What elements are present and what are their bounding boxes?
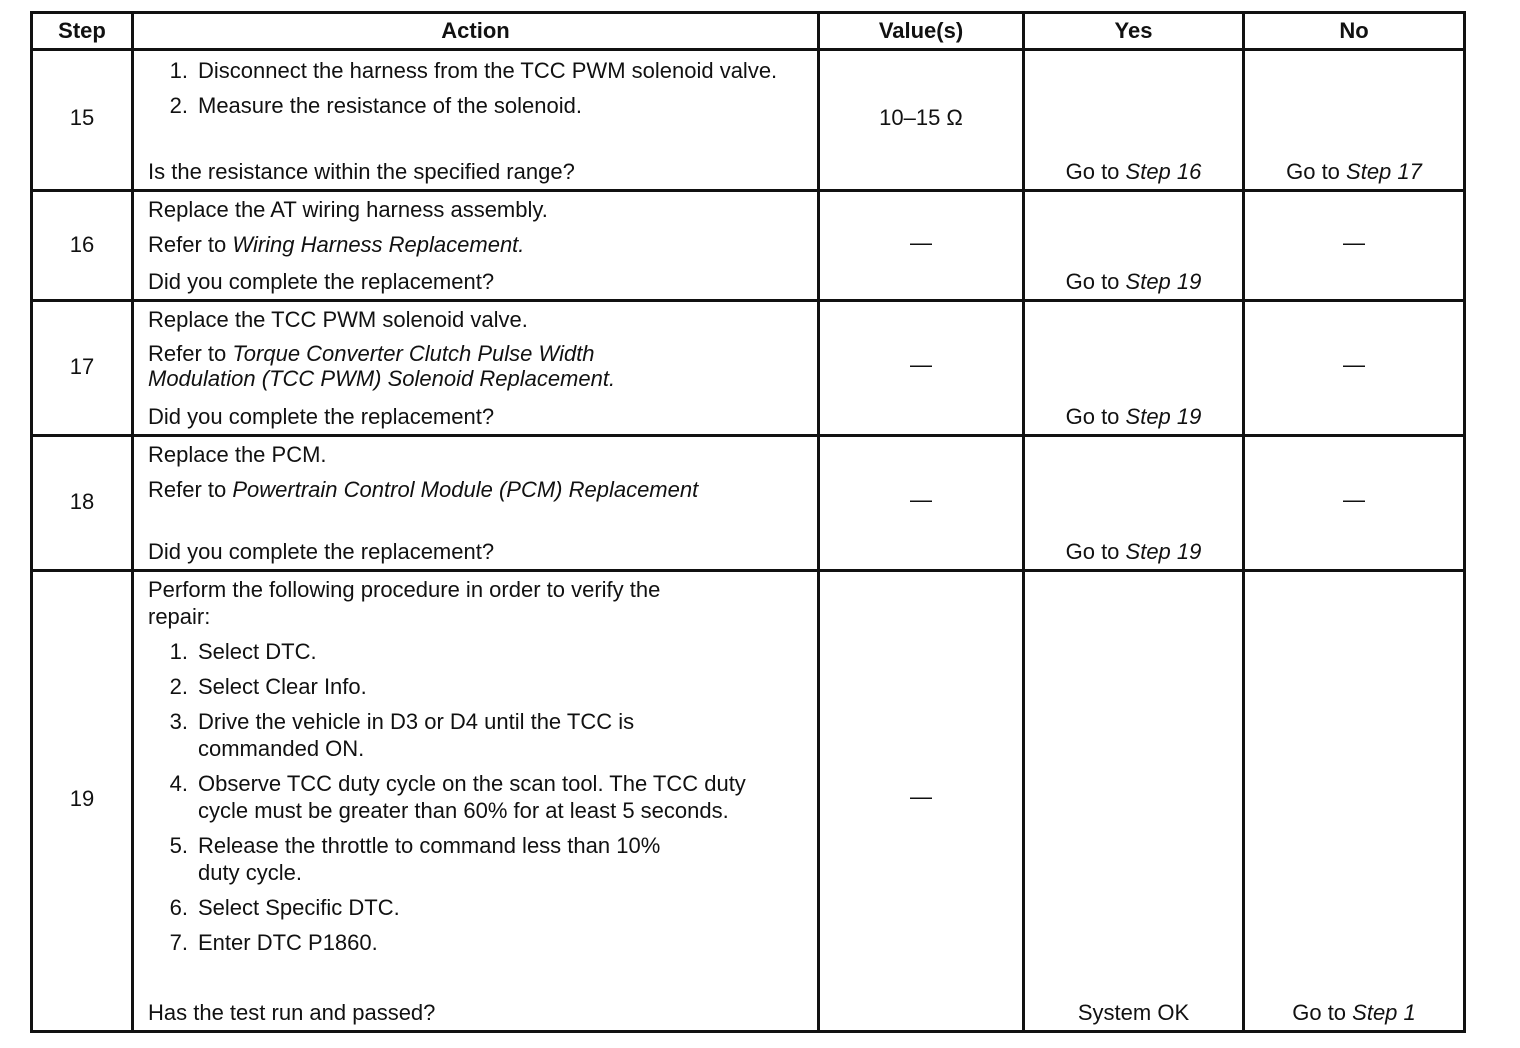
no-result: —: [1343, 352, 1365, 377]
header-yes: Yes: [1024, 13, 1244, 50]
table-row-step-18: [32, 436, 1465, 571]
step-number: 16: [69, 232, 95, 257]
list-item: 1. Select DTC.: [169, 639, 317, 664]
refer-text: Refer to Torque Converter Clutch Pulse Width Modulation (TCC PWM) Solenoid Replacement.: [148, 341, 616, 391]
table-row-step-16: [32, 191, 1465, 301]
step-link[interactable]: Step 16: [1125, 159, 1202, 184]
action-text: Replace the AT wiring harness assembly.: [148, 197, 548, 222]
value-text: —: [910, 487, 932, 512]
question-text: Has the test run and passed?: [148, 1000, 436, 1025]
step-link[interactable]: Step 19: [1125, 269, 1202, 294]
header-action: Action: [133, 13, 819, 50]
action-text: Replace the TCC PWM solenoid valve.: [148, 307, 528, 332]
reference-link[interactable]: Wiring Harness Replacement.: [232, 232, 525, 257]
table-row-step-15: [32, 50, 1465, 191]
question-text: Did you complete the replacement?: [148, 539, 495, 564]
list-item: 1. Disconnect the harness from the TCC PWM solenoid valve.: [169, 58, 778, 83]
step-link[interactable]: Step 19: [1125, 404, 1202, 429]
value-text: —: [910, 784, 932, 809]
value-text: 10–15 Ω: [879, 105, 963, 130]
list-item: 5. Release the throttle to command less than 10% duty cycle.: [169, 833, 661, 885]
header-row: [32, 13, 1465, 50]
value-text: —: [910, 352, 932, 377]
header-no: No: [1244, 13, 1465, 50]
list-item: 7. Enter DTC P1860.: [169, 930, 378, 955]
step-link[interactable]: Step 19: [1125, 539, 1202, 564]
list-item: 6. Select Specific DTC.: [169, 895, 400, 920]
no-result: —: [1343, 230, 1365, 255]
list-item: 2. Select Clear Info.: [169, 674, 367, 699]
step-number: 15: [69, 105, 95, 130]
action-text: Replace the PCM.: [148, 442, 327, 467]
reference-link[interactable]: Torque Converter Clutch Pulse Width Modulation (TCC PWM) Solenoid Replacement.: [148, 341, 616, 391]
header-values: Value(s): [819, 13, 1024, 50]
step-link[interactable]: Step 17: [1346, 159, 1422, 184]
list-item: 3. Drive the vehicle in D3 or D4 until the TCC is commanded ON.: [169, 709, 635, 761]
question-text: Did you complete the replacement?: [148, 404, 495, 429]
yes-result: Go to Step 19: [1065, 404, 1202, 429]
reference-link[interactable]: Powertrain Control Module (PCM) Replacement: [232, 477, 699, 502]
no-result: Go to Step 1: [1292, 1000, 1416, 1025]
no-result: —: [1343, 487, 1365, 512]
step-number: 18: [69, 489, 95, 514]
list-item: 4. Observe TCC duty cycle on the scan tool. The TCC duty cycle must be greater than 60% for at least 5 seconds.: [169, 771, 746, 823]
refer-text: Refer to Wiring Harness Replacement.: [148, 232, 525, 257]
list-item: 2. Measure the resistance of the solenoid.: [169, 93, 583, 118]
intro-text: Perform the following procedure in order to verify the repair:: [148, 577, 661, 629]
step-number: 19: [69, 786, 95, 811]
diagnostic-table: [30, 11, 1466, 1033]
question-text: Is the resistance within the specified range?: [148, 159, 575, 184]
refer-text: Refer to Powertrain Control Module (PCM) Replacement: [148, 477, 699, 502]
step-number: 17: [69, 354, 95, 379]
header-step: Step: [32, 13, 133, 50]
yes-result: Go to Step 16: [1065, 159, 1202, 184]
table-row-step-19: [32, 571, 1465, 1032]
yes-result: Go to Step 19: [1065, 269, 1202, 294]
yes-result: Go to Step 19: [1065, 539, 1202, 564]
step-link[interactable]: Step 1: [1352, 1000, 1416, 1025]
value-text: —: [910, 230, 932, 255]
table-row-step-17: [32, 301, 1465, 436]
yes-result: System OK: [1077, 1000, 1190, 1025]
question-text: Did you complete the replacement?: [148, 269, 495, 294]
no-result: Go to Step 17: [1286, 159, 1422, 184]
